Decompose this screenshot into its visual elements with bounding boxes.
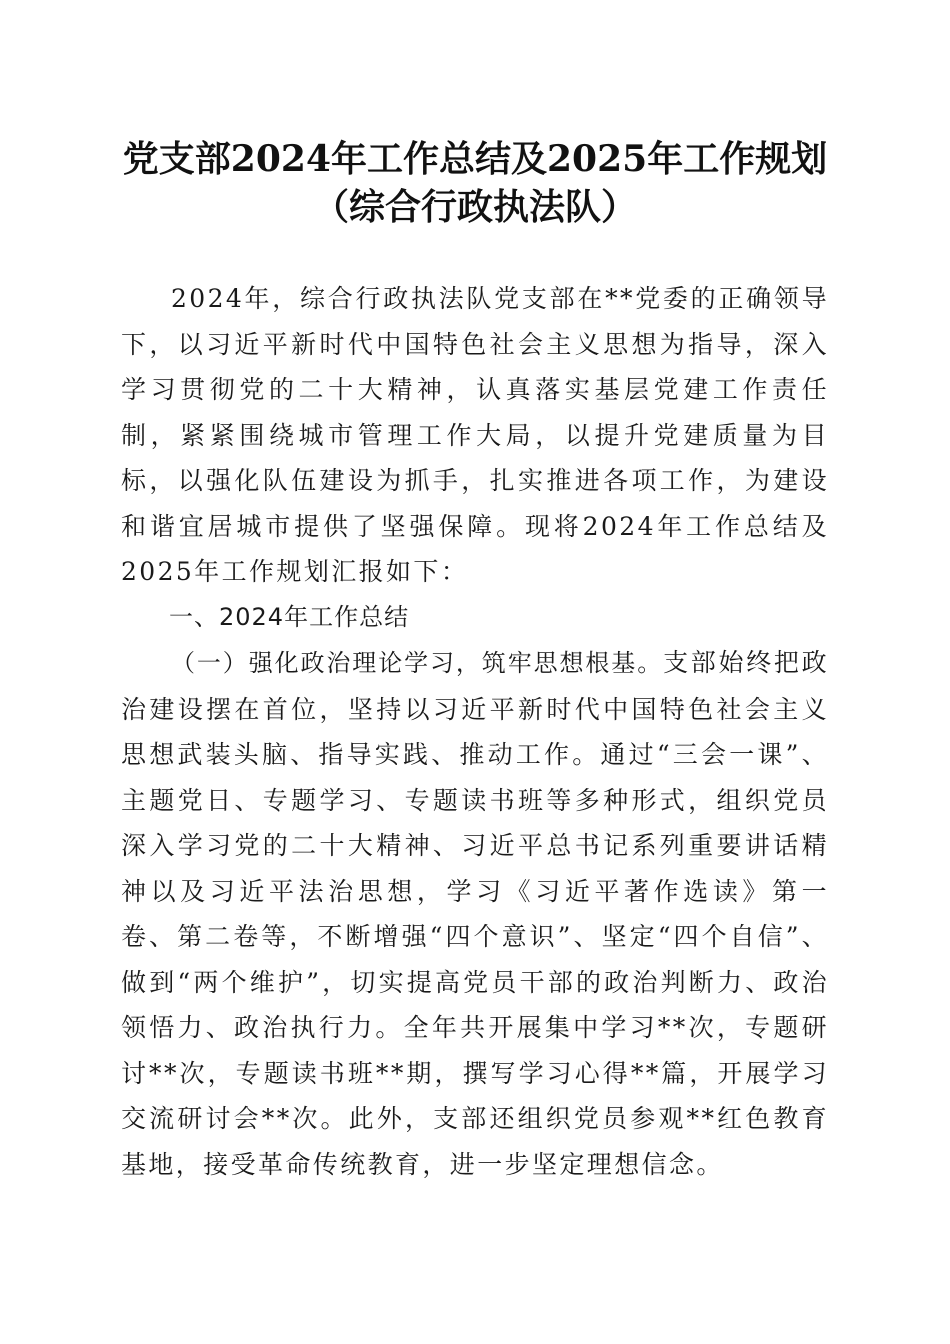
document-title: 党支部2024年工作总结及2025年工作规划 (122, 138, 828, 180)
subsection-lead: （一）强化政治理论学习，筑牢思想根基。 (171, 649, 664, 677)
document-subtitle: （综合行政执法队） (312, 186, 637, 228)
subsection-body: 支部始终把政治建设摆在首位，坚持以习近平新时代中国特色社会主义思想武装头脑、指导实践、推动工作。通过“三会一课”、主题党日、专题学习、专题读书班等多种形式，组织党员深入学习党的二十大精神、习近平总书记系列重要讲话精神以及习近平法治思想，学习《习近平著作选读》第一卷、第二卷等，不断增强“四个意识”、坚定“四个自信”、做到“两个维护”，切实提高党员干部的政治判断力、政治领悟力、政治执行力。全年共开展集中学习**次，专题研讨**次，专题读书班**期，撰写学习心得**篇，开展学习交流研讨会**次。此外，支部还组织党员参观**红色教育基地，接受革命传统教育，进一步坚定理想信念。 (121, 648, 829, 1179)
intro-paragraph: 2024年，综合行政执法队党支部在**党委的正确领导下，以习近平新时代中国特色社会主义思想为指导，深入学习贯彻党的二十大精神，认真落实基层党建工作责任制，紧紧围绕城市管理工作大局，以提升党建质量为目标，以强化队伍建设为抓手，扎实推进各项工作，为建设和谐宜居城市提供了坚强保障。现将2024年工作总结及2025年工作规划汇报如下： (121, 284, 829, 586)
section-heading: 一、2024年工作总结 (169, 602, 410, 631)
document-body (121, 276, 829, 1187)
document-title-block (0, 135, 950, 231)
section-paragraph (121, 640, 829, 1187)
